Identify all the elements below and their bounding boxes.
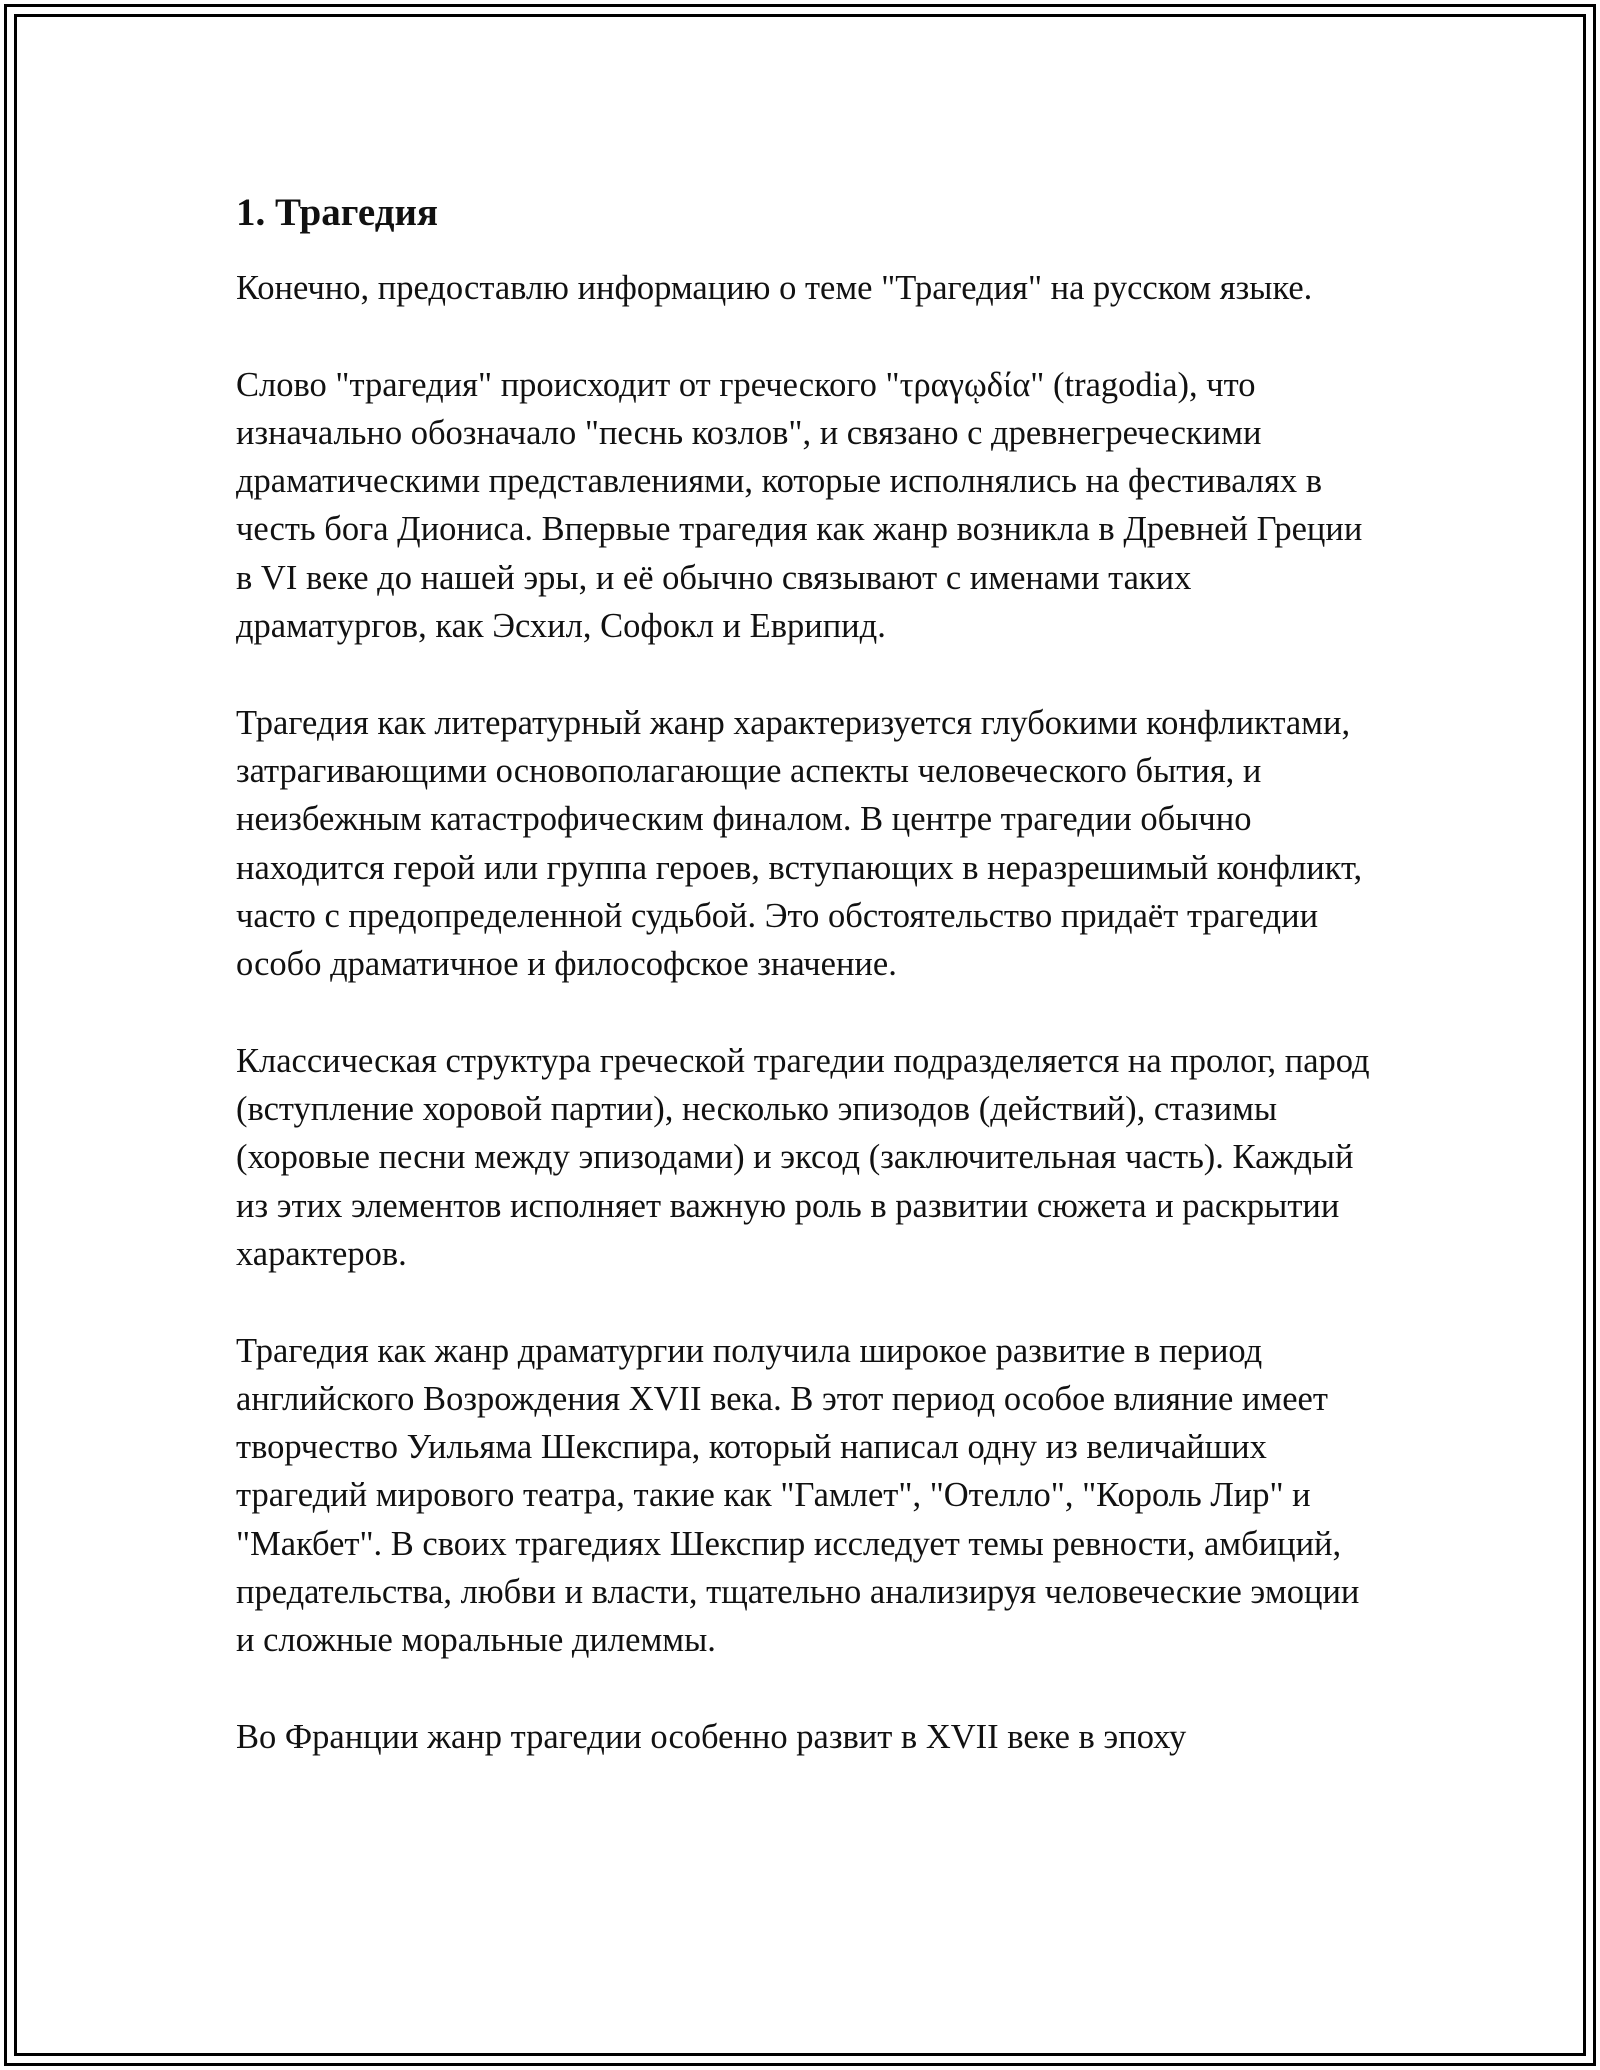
paragraph-etymology: Слово "трагедия" происходит от греческого "τραγῳδία" (tragodia), что изначально обозначало "песнь козлов", и связано с древнегреческими драматическими представлениями, которые исполнялись на фестивалях в честь бога Диониса. Впервые трагедия как жанр возникла в Древней Греции в VI веке до нашей эры, и её обычно связывают с именами таких драматургов, как Эсхил, Софокл и Еврипид. [236, 365, 1363, 646]
document-body [236, 188, 1376, 1810]
paragraph-intro: Конечно, предоставлю информацию о теме "Трагедия" на русском языке. [236, 269, 1313, 307]
paragraph-structure: Классическая структура греческой трагедии подразделяется на пролог, парод (вступление хоровой партии), несколько эпизодов (действий), стазимы (хоровые песни между эпизодами) и эксод (заключительная часть). Каждый из этих элементов исполняет важную роль в развитии сюжета и раскрытии характеров. [236, 1041, 1370, 1273]
paragraph-shakespeare: Трагедия как жанр драматургии получила широкое развитие в период английского Возрождения XVII века. В этот период особое влияние имеет творчество Уильяма Шекспира, который написал одну из величайших трагедий мирового театра, такие как "Гамлет", "Отелло", "Король Лир" и "Макбет". В своих трагедиях Шекспир исследует темы ревности, амбиций, предательства, любви и власти, тщательно анализируя человеческие эмоции и сложные моральные дилеммы. [236, 1331, 1360, 1660]
section-heading: 1. Трагедия [236, 191, 439, 234]
paragraph-france: Во Франции жанр трагедии особенно развит в XVII веке в эпоху [236, 1717, 1187, 1756]
paragraph-genre: Трагедия как литературный жанр характеризуется глубокими конфликтами, затрагивающими основополагающие аспекты человеческого бытия, и неизбежным катастрофическим финалом. В центре трагедии обычно находится герой или группа героев, вступающих в неразрешимый конфликт, часто с предопределенной судьбой. Это обстоятельство придаёт трагедии особо драматичное и философское значение. [236, 703, 1363, 984]
